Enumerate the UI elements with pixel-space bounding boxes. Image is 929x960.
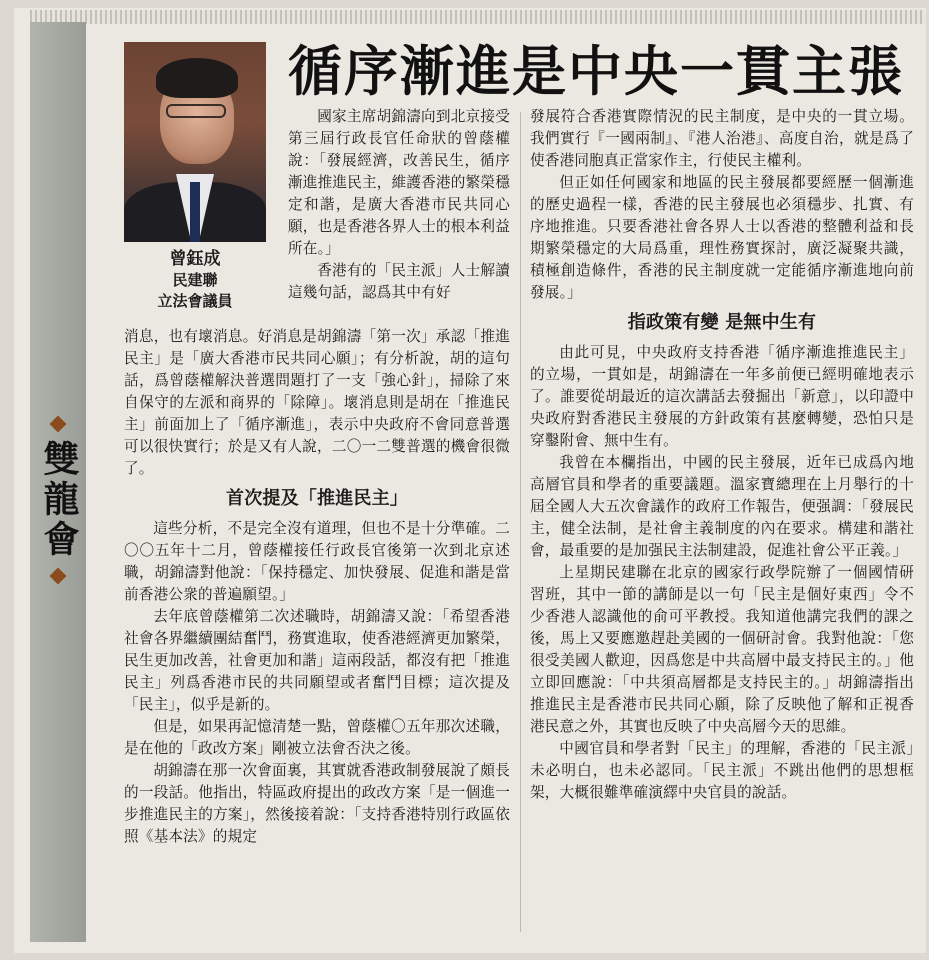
- paragraph: 但是，如果再記憶清楚一點，曾蔭權〇五年那次述職，是在他的「政改方案」剛被立法會否決之後。: [124, 718, 510, 757]
- column-b: [124, 326, 510, 848]
- author-byline: [124, 248, 266, 312]
- column-a: [288, 106, 510, 304]
- subheading: 首次提及「推進民主」: [226, 488, 408, 509]
- paragraph: 香港有的「民主派」人士解讀這幾句話，認爲其中有好: [288, 262, 510, 301]
- paragraph: 上星期民建聯在北京的國家行政學院辦了一個國情研習班，其中一節的講師是以一句「民主是個好東西」令不少香港人認識他的俞可平教授。我知道他講完我們的課之後，馬上又要應邀趕赴美國的一個研討會。我對他說：「您很受美國人歡迎，因爲您是中共高層中最支持民主的。」他立即回應說：「中共須高層都是支持民主的。」胡錦濤指出推進民主是香港市民共同心願，除了反映他了解和正視香港民意之外，其實也反映了中央高層今天的思維。: [530, 564, 914, 735]
- paragraph: 中國官員和學者對「民主」的理解，香港的「民主派」未必明白，也未必認同。「民主派」不跳出他們的思想框架，大概很難準確演繹中央官員的說話。: [530, 740, 914, 801]
- paragraph: 國家主席胡錦濤向到北京接受第三屆行政長官任命狀的曾蔭權說：「發展經濟，改善民生，循序漸進推進民主，維護香港的繁榮穩定和諧，是廣大香港市民共同心願，也是香港各界人士的根本利益所在。」: [288, 108, 510, 257]
- column-c: [530, 106, 914, 804]
- column-sidebar: [30, 22, 86, 942]
- column-divider: [520, 112, 521, 932]
- headline: 循序漸進是中央一貫主張: [288, 40, 904, 103]
- diamond-ornament-icon: [50, 568, 67, 585]
- paragraph: 由此可見，中央政府支持香港「循序漸進推進民主」的立場，一貫如是，胡錦濤在一年多前便已經明確地表示了。誰要從胡最近的這次講話去發掘出「新意」，以印證中央政府對香港民主發展的方針政策有甚麼轉變，恐怕只是穿鑿附會、無中生有。: [530, 344, 914, 449]
- paragraph: 我曾在本欄指出，中國的民主發展，近年已成爲內地高層官員和學者的重要議題。溫家寶總理在上月舉行的十屆全國人大五次會議作的政府工作報告，便强調：「發展民主，健全法制，是社會主義制度的內在要求。構建和諧社會，最重要的是加强民主法制建設，促進社會公平正義。」: [530, 454, 914, 559]
- column-name-block: [36, 414, 80, 594]
- column-name: 雙龍會: [38, 440, 79, 560]
- author-tie: [190, 182, 200, 242]
- paragraph: 去年底曾蔭權第二次述職時，胡錦濤又說：「希望香港社會各界繼續團結奮鬥，務實進取，使香港經濟更加繁榮，民生更加改善，社會更加和諧」這兩段話，都沒有把「推進民主」列爲香港市民的共同願望或者奮鬥目標；這次提及「民主」，似乎是新的。: [124, 608, 510, 713]
- author-affiliation: 民建聯: [172, 271, 218, 289]
- diamond-ornament-icon: [50, 416, 67, 433]
- paragraph: 但正如任何國家和地區的民主發展都要經歷一個漸進的歷史過程一樣，香港的民主發展也必須穩步、扎實、有序地推進。只要香港社會各界人士以香港的整體利益和長期繁榮穩定的大局爲重，理性務實探討，廣泛凝聚共識，積極創造條件，香港的民主制度就一定能循序漸進地向前發展。」: [530, 174, 914, 301]
- paragraph: 胡錦濤在那一次會面裏，其實就香港政制發展說了頗長的一段話。他指出，特區政府提出的政改方案「是一個進一步推進民主的方案」，然後接着說：「支持香港特別行政區依照《基本法》的規定: [124, 762, 510, 845]
- author-title: 立法會議員: [157, 292, 233, 310]
- paragraph: 這些分析，不是完全沒有道理，但也不是十分準確。二〇〇五年十二月，曾蔭權接任行政長官後第一次到北京述職，胡錦濤對他說：「保持穩定、加快發展、促進和諧是當前香港公衆的普遍願望。」: [124, 520, 510, 603]
- top-decorative-band: [30, 10, 925, 24]
- paragraph-continued: 消息，也有壞消息。好消息是胡錦濤「第一次」承認「推進民主」是「廣大香港市民共同心願」；有分析說，胡的這句話，爲曾蔭權解決普選問題打了一支「強心針」，掃除了來自保守的左派和商界的「除障」。壞消息則是胡在「推進民主」前面加上了「循序漸進」，表示中央政府不會同意普選可以很快實行；於是又有人說，二〇一二雙普選的機會很微了。: [124, 328, 510, 477]
- subheading: 指政策有變 是無中生有: [627, 312, 817, 333]
- paragraph-continued: 發展符合香港實際情況的民主制度，是中央的一貫立場。我們實行『一國兩制』、『港人治港』、高度自治，就是爲了使香港同胞真正當家作主，行使民主權利。: [530, 108, 914, 169]
- author-glasses: [166, 104, 226, 118]
- author-hair: [156, 58, 238, 98]
- author-name: 曾鈺成: [169, 249, 221, 269]
- author-photo: [124, 42, 266, 242]
